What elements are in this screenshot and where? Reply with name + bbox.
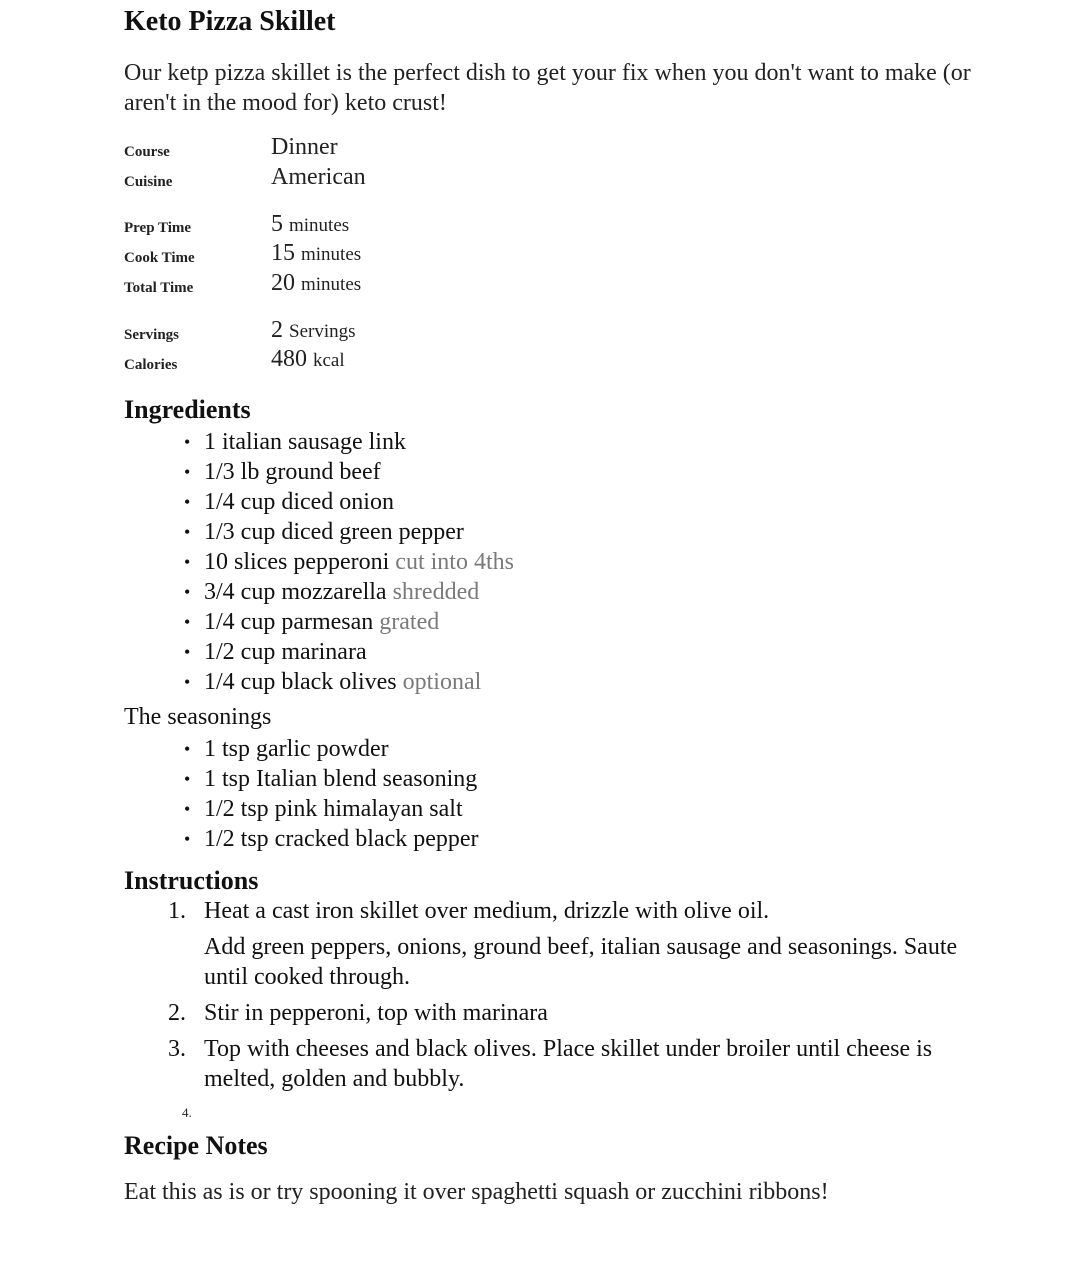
seasonings-list — [124, 734, 479, 854]
prep-time-number: 5 — [271, 211, 283, 237]
prep-time-label: Prep Time — [124, 220, 192, 236]
servings-number: 2 — [271, 317, 283, 343]
seasoning-item: • 1 tsp Italian blend seasoning — [184, 766, 478, 792]
cook-time-number: 15 — [271, 240, 295, 266]
seasonings-heading: The seasonings — [124, 704, 272, 730]
total-time-number: 20 — [271, 270, 295, 296]
step-text: Stir in pepperoni, top with marinara — [204, 1000, 548, 1026]
seasoning-item: • 1/2 tsp pink himalayan salt — [184, 796, 463, 822]
ingredient-item: • 1 italian sausage link — [184, 429, 406, 455]
step-number: 4. — [182, 1105, 192, 1120]
instruction-step — [124, 1098, 984, 1120]
recipe-notes-text: Eat this as is or try spooning it over spaghetti squash or zucchini ribbons! — [124, 1179, 829, 1205]
ingredient-item: • 1/4 cup black olives optional — [184, 669, 482, 695]
total-time-label: Total Time — [124, 280, 194, 296]
ingredient-item: • 1/3 lb ground beef — [184, 459, 381, 485]
ingredients-list — [124, 427, 514, 697]
ingredient-item: • 1/2 cup marinara — [184, 639, 367, 665]
step-text: Top with cheeses and black olives. Place skillet under broiler until cheese is melted, golden and bubbly. — [204, 1036, 933, 1092]
ingredient-item: • 1/3 cup diced green pepper — [184, 519, 464, 545]
ingredients-heading: Ingredients — [124, 395, 251, 424]
instructions-list — [124, 896, 984, 1120]
cuisine-value: American — [271, 164, 366, 190]
prep-time-unit: minutes — [289, 215, 350, 236]
calories-number: 480 — [271, 346, 307, 372]
step-number: 2. — [168, 1000, 186, 1026]
calories-label: Calories — [124, 357, 178, 373]
ingredient-note: optional — [402, 669, 482, 695]
recipe-summary: Our ketp pizza skillet is the perfect dish to get your fix when you don't want to make (or aren't in the mood for) keto crust! — [124, 60, 971, 116]
total-time-value — [271, 270, 361, 297]
instruction-step — [124, 1034, 984, 1094]
seasoning-item: • 1/2 tsp cracked black pepper — [184, 826, 479, 852]
recipe-title: Keto Pizza Skillet — [124, 6, 336, 37]
step-text-continued: Add green peppers, onions, ground beef, italian sausage and seasonings. Saute until cooked through. — [204, 934, 958, 990]
ingredient-item: • 1/4 cup diced onion — [184, 489, 394, 515]
ingredient-item: • 3/4 cup mozzarella shredded — [184, 579, 480, 605]
ingredient-note: cut into 4ths — [395, 549, 514, 575]
seasoning-item: • 1 tsp garlic powder — [184, 736, 389, 762]
prep-time-value — [271, 211, 349, 238]
cuisine-label: Cuisine — [124, 174, 173, 190]
cook-time-label: Cook Time — [124, 250, 195, 266]
ingredient-item: • 10 slices pepperoni cut into 4ths — [184, 549, 514, 575]
cook-time-value — [271, 240, 361, 267]
ingredient-item: • 1/4 cup parmesan grated — [184, 609, 440, 635]
ingredient-note: shredded — [392, 579, 480, 605]
servings-unit: Servings — [289, 321, 356, 342]
step-number: 3. — [168, 1036, 186, 1062]
total-time-unit: minutes — [301, 274, 362, 295]
course-label: Course — [124, 144, 170, 160]
step-text: Heat a cast iron skillet over medium, drizzle with olive oil. — [204, 898, 770, 924]
course-value: Dinner — [271, 134, 338, 160]
instructions-heading: Instructions — [124, 866, 259, 895]
calories-unit: kcal — [313, 350, 345, 371]
recipe-notes-heading: Recipe Notes — [124, 1131, 268, 1160]
ingredient-note: grated — [379, 609, 440, 635]
instruction-step — [124, 998, 984, 1028]
calories-value — [271, 346, 345, 373]
servings-label: Servings — [124, 327, 180, 343]
cook-time-unit: minutes — [301, 244, 362, 265]
instruction-step — [124, 896, 984, 992]
servings-value — [271, 317, 356, 344]
step-number: 1. — [168, 898, 186, 924]
